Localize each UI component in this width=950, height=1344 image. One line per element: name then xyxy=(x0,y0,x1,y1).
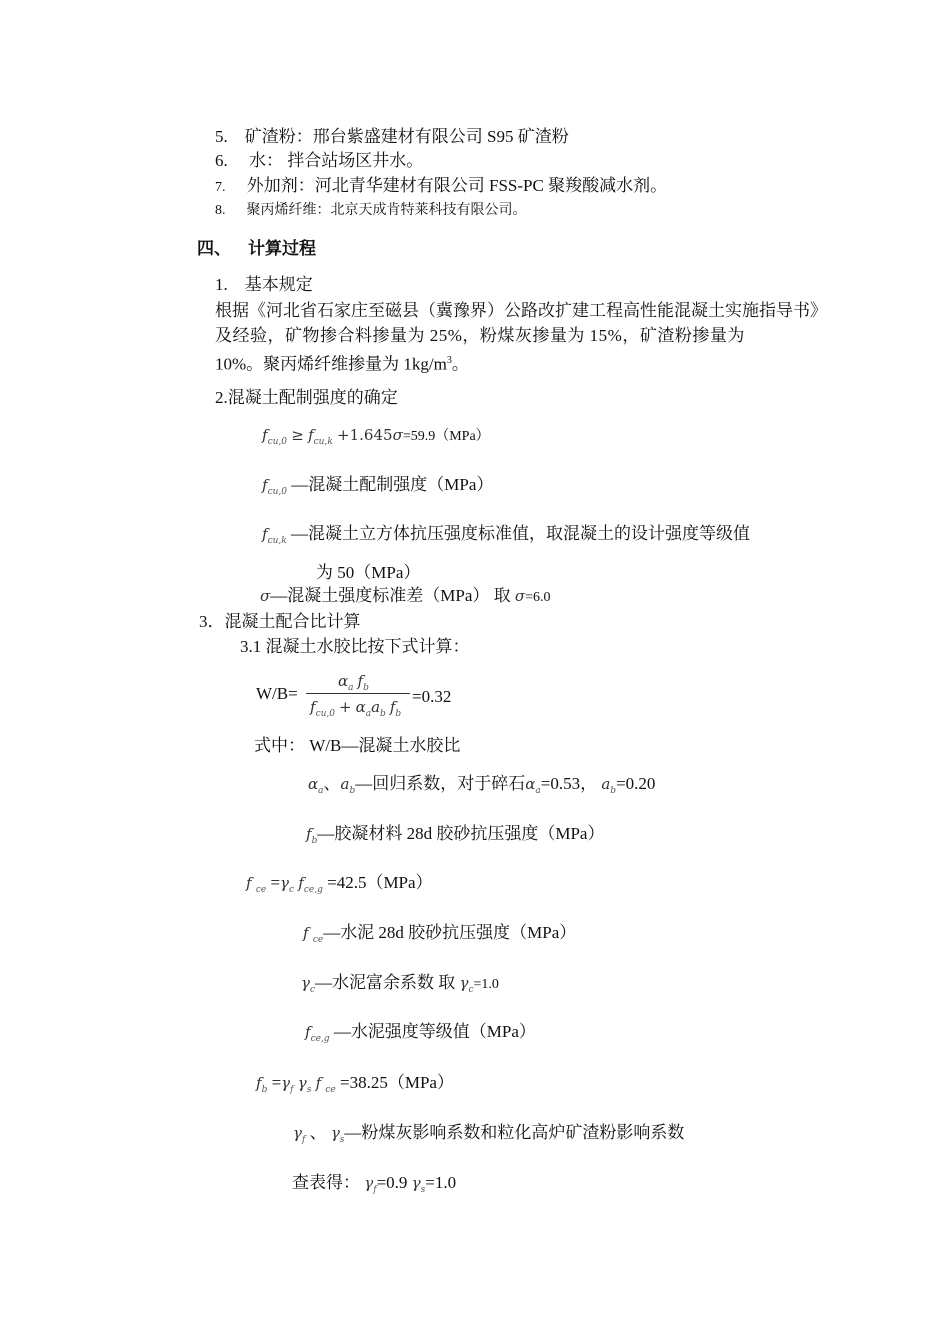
gamma-symbol: γ xyxy=(280,874,289,892)
definition-line xyxy=(262,474,493,503)
wb-fraction xyxy=(306,672,416,722)
formula-subscript: b xyxy=(349,786,356,796)
definition-line xyxy=(308,773,655,802)
formula-subscript: b xyxy=(363,683,369,693)
formula-operator: + xyxy=(339,698,352,716)
paragraph-line: 根据《河北省石家庄至磁县（冀豫界）公路改扩建工程高性能混凝土实施指导书》 xyxy=(215,301,827,320)
formula-subscript: ce,g xyxy=(310,1034,330,1044)
formula-subscript: ce xyxy=(255,885,267,895)
alpha-symbol: α xyxy=(338,672,349,690)
formula-subscript: s xyxy=(339,1135,345,1145)
formula-subscript: s xyxy=(420,1185,426,1195)
formula-fce xyxy=(246,872,433,901)
list-text: 矿渣粉：邢台紫盛建材有限公司 S95 矿渣粉 xyxy=(244,127,569,146)
formula-subscript: ce xyxy=(312,935,324,945)
formula-subscript: b xyxy=(311,836,318,846)
formula-symbol: f xyxy=(389,698,396,716)
definition-text: —粉煤灰影响系数和粒化高炉矿渣粉影响系数 xyxy=(344,1123,685,1142)
alpha-symbol: a xyxy=(340,775,350,793)
definition-value: =6.0 xyxy=(525,590,551,605)
definition-line xyxy=(305,1021,536,1050)
formula-operator: = xyxy=(270,873,281,892)
list-text: 外加剂：河北青华建材有限公司 FSS-PC 聚羧酸减水剂。 xyxy=(246,176,668,195)
formula-symbol: f xyxy=(305,1023,311,1041)
definition-value: =0.53， xyxy=(540,774,598,793)
gamma-symbol: γ xyxy=(293,1124,302,1142)
definition-text: —水泥 28d 胶砂抗压强度（MPa） xyxy=(323,923,577,942)
gamma-symbol: γ xyxy=(297,1074,307,1092)
definition-line xyxy=(293,1122,684,1151)
wb-result: =0.32 xyxy=(412,687,452,706)
definition-continuation: 为 50（MPa） xyxy=(316,563,421,582)
definition-line xyxy=(306,823,604,852)
list-text: 聚丙烯纤维：北京天成肯特莱科技有限公司。 xyxy=(246,203,527,218)
definition-text: —混凝土立方体抗压强度标准值，取混凝土的设计强度等级值 xyxy=(290,524,750,543)
definition-value: =0.20 xyxy=(616,774,656,793)
list-item xyxy=(215,126,569,148)
definition-line xyxy=(262,523,750,552)
definition-line: 式中： W/B—混凝土水胶比 xyxy=(254,736,461,755)
section-number: 四、 xyxy=(197,239,231,258)
definition-line xyxy=(303,922,576,951)
subsection-heading xyxy=(215,274,313,296)
gamma-symbol: γ xyxy=(459,974,469,992)
list-number: 7. xyxy=(215,180,226,195)
lookup-label: 查表得： xyxy=(292,1173,365,1192)
formula-result: =42.5（MPa） xyxy=(327,873,433,892)
paragraph-line xyxy=(215,350,469,376)
formula-symbol: f xyxy=(357,672,364,690)
alpha-symbol: α xyxy=(308,775,319,793)
formula-subscript: b xyxy=(610,786,617,796)
formula-subscript: c xyxy=(309,985,316,995)
definition-text: —水泥强度等级值（MPa） xyxy=(333,1022,536,1041)
paragraph-text: 10%。聚丙烯纤维掺量为 1kg/m xyxy=(215,354,447,374)
definition-line xyxy=(301,972,499,1001)
formula-subscript: cu,k xyxy=(267,536,287,546)
sigma-symbol: σ xyxy=(260,587,271,605)
subsection-title: 基本规定 xyxy=(244,275,313,294)
list-item xyxy=(215,175,667,199)
gamma-symbol: γ xyxy=(411,1174,421,1192)
formula-symbol: f xyxy=(315,1074,322,1092)
wb-label: W/B= xyxy=(256,684,298,703)
formula-subscript: c xyxy=(289,885,295,895)
alpha-symbol: α xyxy=(355,698,366,716)
formula-subscript: cu,k xyxy=(313,437,333,447)
formula-subscript: f xyxy=(290,1085,294,1095)
definition-line xyxy=(260,585,551,609)
formula-strength xyxy=(262,424,490,453)
formula-subscript: a xyxy=(318,786,324,796)
separator: 、 xyxy=(305,1123,331,1142)
subsection-number: 1. xyxy=(215,275,228,294)
formula-symbol: f xyxy=(262,525,268,543)
formula-subscript: a xyxy=(535,786,541,796)
formula-result: =38.25（MPa） xyxy=(340,1073,454,1092)
formula-subscript: a xyxy=(348,683,354,693)
formula-result: =59.9（MPa） xyxy=(402,429,490,444)
formula-symbol: f xyxy=(262,426,268,444)
formula-subscript: ce,g xyxy=(303,885,323,895)
formula-subscript: b xyxy=(261,1085,268,1095)
formula-fb xyxy=(256,1072,454,1101)
formula-symbol: f xyxy=(310,698,316,716)
formula-subscript: b xyxy=(380,709,386,719)
definition-text: —水泥富余系数 取 xyxy=(315,973,456,992)
fraction-numerator xyxy=(338,672,369,693)
definition-text: —回归系数，对于碎石 xyxy=(355,774,526,793)
list-number: 8. xyxy=(215,203,226,218)
formula-term: +1.645 xyxy=(337,426,393,444)
list-number: 6. xyxy=(215,151,228,170)
formula-symbol: f xyxy=(246,874,252,892)
formula-symbol: f xyxy=(308,426,314,444)
formula-symbol: f xyxy=(256,1074,262,1092)
lookup-value: =0.9 xyxy=(376,1173,412,1192)
list-item xyxy=(215,150,423,172)
gamma-symbol: γ xyxy=(301,974,310,992)
separator: 、 xyxy=(323,774,341,793)
list-number: 5. xyxy=(215,127,228,146)
sub-subsection-heading: 3.1 混凝土水胶比按下式计算： xyxy=(240,637,470,656)
definition-text: —混凝土强度标准差（MPa） 取 xyxy=(270,586,511,605)
formula-subscript: c xyxy=(468,985,474,995)
formula-symbol: f xyxy=(306,825,312,843)
formula-subscript: s xyxy=(306,1085,312,1095)
alpha-symbol: α xyxy=(525,775,536,793)
section-heading xyxy=(197,238,316,260)
formula-symbol: f xyxy=(262,476,268,494)
formula-symbol: f xyxy=(298,874,304,892)
formula-symbol: f xyxy=(303,924,309,942)
formula-operator: ≥ xyxy=(291,426,304,444)
fraction-denominator xyxy=(310,698,401,719)
formula-subscript: cu,0 xyxy=(315,709,335,719)
lookup-value: =1.0 xyxy=(425,1173,457,1192)
formula-subscript: a xyxy=(365,709,372,719)
gamma-symbol: γ xyxy=(330,1124,340,1142)
alpha-symbol: a xyxy=(601,775,611,793)
fraction-bar xyxy=(306,693,410,694)
definition-text: —胶凝材料 28d 胶砂抗压强度（MPa） xyxy=(317,824,605,843)
sigma-symbol: σ xyxy=(514,587,526,605)
paragraph-line: 及经验，矿物掺合料掺量为 25%，粉煤灰掺量为 15%，矿渣粉掺量为 xyxy=(215,326,745,345)
subsection-heading: 2.混凝土配制强度的确定 xyxy=(215,388,398,407)
subsection-heading: 3．混凝土配合比计算 xyxy=(199,612,361,631)
superscript: 3 xyxy=(446,355,452,366)
definition-text: —混凝土配制强度（MPa） xyxy=(291,475,494,494)
formula-subscript: cu,0 xyxy=(267,437,287,447)
paragraph-text: 。 xyxy=(451,354,469,374)
formula-subscript: b xyxy=(395,709,402,719)
sigma-symbol: σ xyxy=(392,426,403,444)
definition-value: =1.0 xyxy=(473,977,499,992)
formula-subscript: ce xyxy=(325,1085,336,1095)
formula-subscript: f xyxy=(301,1135,306,1145)
gamma-symbol: γ xyxy=(281,1074,291,1092)
list-text: 水： 拌合站场区井水。 xyxy=(244,151,424,170)
formula-subscript: f xyxy=(373,1185,377,1195)
gamma-symbol: γ xyxy=(364,1174,374,1192)
list-item xyxy=(215,200,527,222)
section-title: 计算过程 xyxy=(248,239,316,258)
alpha-symbol: a xyxy=(371,698,381,716)
formula-subscript: cu,0 xyxy=(267,487,287,497)
formula-operator: = xyxy=(271,1073,282,1092)
lookup-line xyxy=(292,1172,456,1201)
